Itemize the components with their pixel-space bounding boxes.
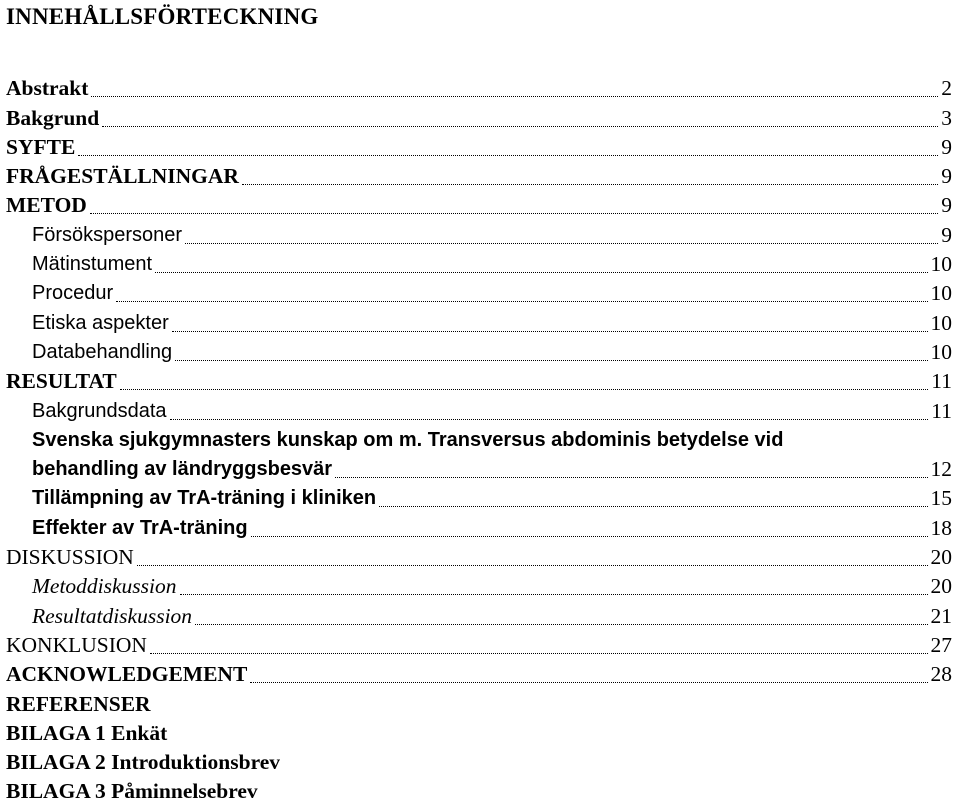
dot-leader xyxy=(90,213,938,214)
toc-entry-title: METOD xyxy=(6,191,87,220)
toc-entry-page: 3 xyxy=(941,104,960,133)
toc-entry-title: ACKNOWLEDGEMENT xyxy=(6,660,247,689)
toc-entry-line2 xyxy=(32,455,960,484)
dot-leader xyxy=(335,477,927,478)
toc-entry-title: Metoddiskussion xyxy=(32,572,177,601)
dot-leader xyxy=(137,565,928,566)
toc-entry-title: FRÅGESTÄLLNINGAR xyxy=(6,162,239,191)
toc-entry-diskussion[interactable] xyxy=(0,543,960,572)
toc-entry-effekter-tra-traning[interactable] xyxy=(0,513,960,542)
toc-entry-title: KONKLUSION xyxy=(6,631,147,660)
toc-entry-title: Effekter av TrA-träning xyxy=(32,514,248,543)
dot-leader xyxy=(172,331,928,332)
toc-entry-title: BILAGA 2 Introduktionsbrev xyxy=(6,748,280,777)
dot-leader xyxy=(242,184,938,185)
toc-list xyxy=(0,74,960,806)
dot-leader xyxy=(102,126,938,127)
dot-leader xyxy=(379,506,927,507)
toc-entry-svenska-sjukgymnasters-kunskap[interactable] xyxy=(0,426,960,485)
dot-leader xyxy=(91,96,938,97)
toc-entry-title: Bakgrundsdata xyxy=(32,397,167,426)
toc-heading: INNEHÅLLSFÖRTECKNING xyxy=(6,2,318,32)
toc-entry-abstrakt[interactable] xyxy=(0,74,960,103)
toc-entry-title: REFERENSER xyxy=(6,690,151,719)
toc-entry-title-line1: Svenska sjukgymnasters kunskap om m. Transversus abdominis betydelse vid xyxy=(32,426,960,455)
toc-entry-etiska-aspekter[interactable] xyxy=(0,308,960,337)
toc-entry-page: 10 xyxy=(931,250,960,279)
dot-leader xyxy=(155,272,927,273)
toc-entry-title: Försökspersoner xyxy=(32,221,182,250)
toc-entry-page: 9 xyxy=(941,191,960,220)
dot-leader xyxy=(120,389,929,390)
toc-entry-page: 10 xyxy=(931,309,960,338)
toc-entry-page: 12 xyxy=(931,455,960,484)
toc-entry-title: RESULTAT xyxy=(6,367,117,396)
dot-leader xyxy=(185,243,938,244)
toc-entry-bakgrund[interactable] xyxy=(0,103,960,132)
dot-leader xyxy=(250,682,927,683)
toc-entry-page: 9 xyxy=(941,162,960,191)
toc-entry-title: Etiska aspekter xyxy=(32,309,169,338)
toc-entry-referenser[interactable] xyxy=(0,689,960,718)
toc-entry-title: Bakgrund xyxy=(6,104,99,133)
toc-entry-syfte[interactable] xyxy=(0,133,960,162)
toc-entry-tillampning-tra-traning[interactable] xyxy=(0,484,960,513)
toc-entry-metod[interactable] xyxy=(0,191,960,220)
toc-entry-title: Mätinstument xyxy=(32,250,152,279)
toc-entry-matinstument[interactable] xyxy=(0,250,960,279)
toc-entry-konklusion[interactable] xyxy=(0,631,960,660)
toc-entry-page: 2 xyxy=(941,74,960,103)
toc-entry-bakgrundsdata[interactable] xyxy=(0,396,960,425)
toc-entry-title: BILAGA 3 Påminnelsebrev xyxy=(6,777,258,806)
toc-entry-procedur[interactable] xyxy=(0,279,960,308)
toc-entry-title: Procedur xyxy=(32,279,113,308)
toc-entry-fragestallningar[interactable] xyxy=(0,162,960,191)
toc-entry-title: Tillämpning av TrA-träning i kliniken xyxy=(32,484,376,513)
toc-entry-page: 18 xyxy=(931,514,960,543)
toc-entry-page: 11 xyxy=(931,397,960,426)
toc-entry-metoddiskussion[interactable] xyxy=(0,572,960,601)
toc-entry-bilaga-1[interactable] xyxy=(0,719,960,748)
toc-entry-acknowledgement[interactable] xyxy=(0,660,960,689)
toc-entry-page: 10 xyxy=(931,338,960,367)
toc-entry-title: DISKUSSION xyxy=(6,543,134,572)
toc-entry-page: 11 xyxy=(931,367,960,396)
dot-leader xyxy=(175,360,927,361)
dot-leader xyxy=(170,419,929,420)
toc-entry-page: 28 xyxy=(931,660,960,689)
toc-entry-page: 9 xyxy=(941,221,960,250)
toc-entry-title: Databehandling xyxy=(32,338,172,367)
toc-entry-title: SYFTE xyxy=(6,133,75,162)
dot-leader xyxy=(180,594,928,595)
toc-entry-databehandling[interactable] xyxy=(0,338,960,367)
toc-entry-title: Resultatdiskussion xyxy=(32,602,192,631)
dot-leader xyxy=(195,624,927,625)
toc-entry-forsokspersoner[interactable] xyxy=(0,220,960,249)
toc-entry-page: 10 xyxy=(931,279,960,308)
dot-leader xyxy=(251,536,928,537)
toc-entry-page: 27 xyxy=(931,631,960,660)
dot-leader xyxy=(78,155,938,156)
toc-entry-title: Abstrakt xyxy=(6,74,88,103)
toc-entry-resultatdiskussion[interactable] xyxy=(0,601,960,630)
toc-entry-resultat[interactable] xyxy=(0,367,960,396)
dot-leader xyxy=(116,301,927,302)
toc-entry-page: 20 xyxy=(931,543,960,572)
toc-entry-page: 21 xyxy=(931,602,960,631)
dot-leader xyxy=(150,653,928,654)
toc-entry-page: 9 xyxy=(941,133,960,162)
toc-entry-bilaga-3[interactable] xyxy=(0,777,960,806)
toc-entry-bilaga-2[interactable] xyxy=(0,748,960,777)
toc-entry-page: 15 xyxy=(931,484,960,513)
toc-entry-title: BILAGA 1 Enkät xyxy=(6,719,167,748)
toc-entry-title-line2: behandling av ländryggsbesvär xyxy=(32,455,332,484)
toc-entry-page: 20 xyxy=(931,572,960,601)
